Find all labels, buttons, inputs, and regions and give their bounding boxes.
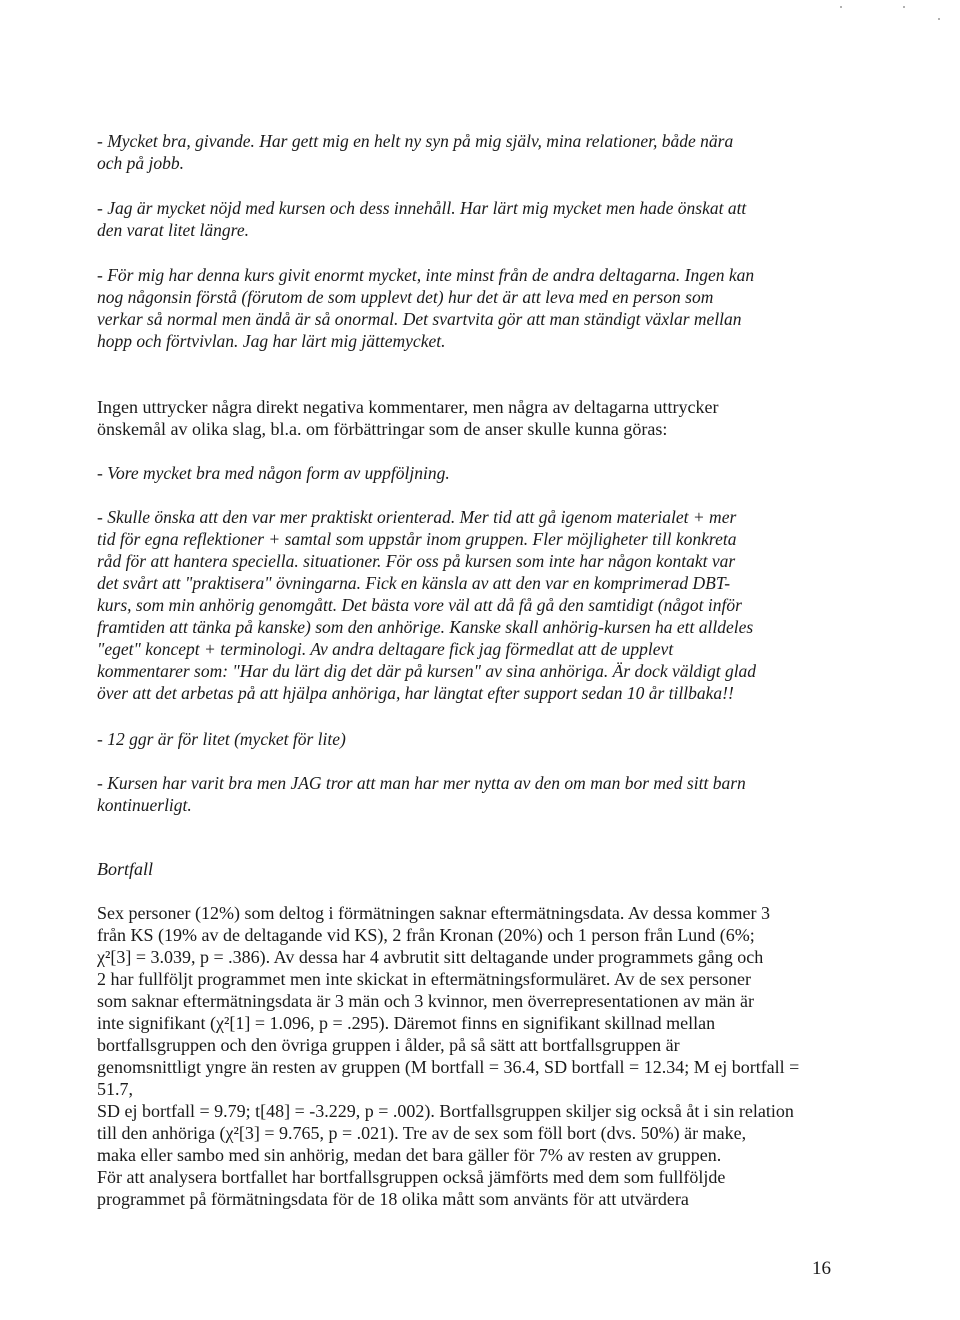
quote-negative-1 [97,462,837,484]
text-line: från KS (19% av de deltagande vid KS), 2 från Kronan (20%) och 1 person från Lund (6%; [97,925,755,945]
text-line: - För mig har denna kurs givit enormt mycket, inte minst från de andra deltagarna. Ingen kan [97,265,755,285]
text-line: "eget" koncept + terminologi. Av andra deltagare fick jag förmedlat att de upplevt [97,639,674,659]
text-line: nog någonsin förstå (förutom de som upplevt det) hur det är att leva med en person som [97,287,714,307]
text-line: Sex personer (12%) som deltog i förmätningen saknar eftermätningsdata. Av dessa kommer 3 [97,903,770,923]
text-line: χ²[3] = 3.039, p = .386). Av dessa har 4 avbrutit sitt deltagande under programmets gång och [97,947,764,967]
quote-positive-3 [97,264,837,352]
text-line: önskemål av olika slag, bl.a. om förbättringar som de anser skulle kunna göras: [97,419,668,439]
scan-speck [840,6,842,8]
text-line: Ingen uttrycker några direkt negativa kommentarer, men några av deltagarna uttrycker [97,397,719,417]
text-line: 2 har fullföljt programmet men inte skickat in eftermätningsformuläret. Av de sex personer [97,969,751,989]
text-line: råd för att hantera speciella. situationer. För oss på kursen som inte har någon kontakt var [97,551,736,571]
text-line: - Skulle önska att den var mer praktiskt orienterad. Mer tid att gå igenom materialet + mer [97,507,737,527]
quote-negative-4 [97,772,837,816]
text-line: kontinuerligt. [97,795,192,815]
text-line: genomsnittligt yngre än resten av gruppen (M bortfall = 36.4, SD bortfall = 12.34; M ej bortfall = 51.7, [97,1057,800,1099]
text-line: inte signifikant (χ²[1] = 1.096, p = .295). Däremot finns en signifikant skillnad mellan [97,1013,716,1033]
paragraph-bortfall-1 [97,902,837,1166]
text-line: - Vore mycket bra med någon form av uppföljning. [97,463,450,483]
text-line: kurs, som min anhörig genomgått. Det bästa vore väl att då få gå den samtidigt (något inför [97,595,742,615]
text-line: hopp och förtvivlan. Jag har lärt mig jättemycket. [97,331,446,351]
text-line: SD ej bortfall = 9.79; t[48] = -3.229, p = .002). Bortfallsgruppen skiljer sig också åt i sin relation [97,1101,794,1121]
text-line: det svårt att "praktisera" övningarna. Fick en känsla av att den var en komprimerad DBT- [97,573,731,593]
text-line: programmet på förmätningsdata för de 18 olika mått som använts för att utvärdera [97,1189,689,1209]
text-line: den varat litet längre. [97,220,249,240]
section-heading [97,858,837,880]
text-line: verkar så normal men ändå är så onormal. Det svartvita gör att man ständigt växlar mellan [97,309,742,329]
text-line: över att det arbetas på att hjälpa anhöriga, har längtat efter support sedan 10 år tillbaka!! [97,683,734,703]
text-line: framtiden att tänka på kanske) som den anhörige. Kanske skall anhörig-kursen ha ett alldeles [97,617,754,637]
quote-positive-2 [97,197,837,241]
text-line: och på jobb. [97,153,185,173]
paragraph-bortfall-2 [97,1166,837,1210]
text-line: tid för egna reflektioner + samtal som uppstår inom gruppen. Fler möjligheter till konkreta [97,529,737,549]
page-number: 16 [812,1258,831,1279]
text-line: till den anhöriga (χ²[3] = 9.765, p = .021). Tre av de sex som föll bort (dvs. 50%) är make, [97,1123,747,1143]
text-line: - Kursen har varit bra men JAG tror att man har mer nytta av den om man bor med sitt barn [97,773,746,793]
text-line: maka eller sambo med sin anhörig, medan det bara gäller för 7% av resten av gruppen. [97,1145,722,1165]
text-line: - 12 ggr är för litet (mycket för lite) [97,729,346,749]
quote-negative-3 [97,728,837,750]
scan-speck [938,18,940,20]
quote-positive-1 [97,130,837,174]
scan-speck [903,6,905,8]
text-line: - Jag är mycket nöjd med kursen och dess innehåll. Har lärt mig mycket men hade önskat att [97,198,747,218]
text-line: För att analysera bortfallet har bortfallsgruppen också jämförts med dem som fullföljde [97,1167,726,1187]
text-line: kommentarer som: "Har du lärt dig det där på kursen" av sina anhöriga. Är dock väldigt glad [97,661,757,681]
text-line: bortfallsgruppen och den övriga gruppen i ålder, på så sätt att bortfallsgruppen är [97,1035,680,1055]
text-line: - Mycket bra, givande. Har gett mig en helt ny syn på mig själv, mina relationer, både nära [97,131,734,151]
paragraph-intro-negative [97,396,837,440]
quote-negative-2 [97,506,837,704]
section-heading-text: Bortfall [97,859,154,879]
text-line: som saknar eftermätningsdata är 3 män och 3 kvinnor, men överrepresentationen av män är [97,991,755,1011]
